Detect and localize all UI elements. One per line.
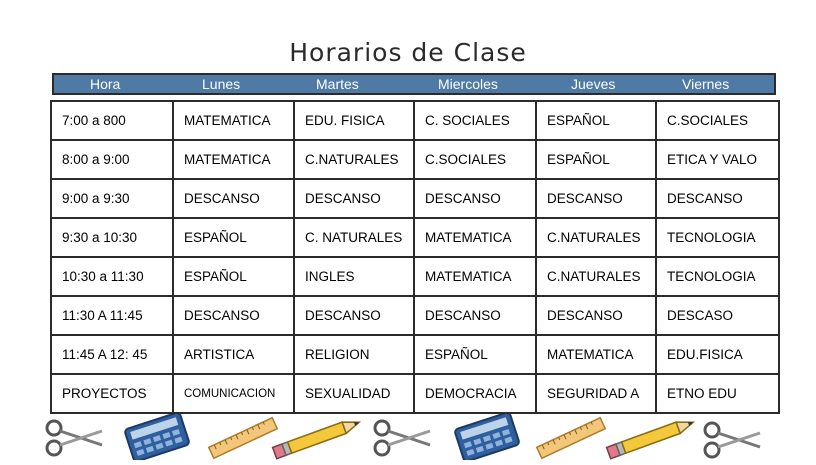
subject-cell: TECNOLOGIA xyxy=(656,257,779,296)
subject-cell: MATEMATICA xyxy=(414,257,536,296)
subject-cell: ETNO EDU xyxy=(656,374,779,413)
page-title: Horarios de Clase xyxy=(289,38,527,67)
subject-cell: MATEMATICA xyxy=(173,101,294,140)
header-miercoles: Miercoles xyxy=(438,76,498,92)
subject-cell: DESCANSO xyxy=(414,296,536,335)
subject-cell: EDU. FISICA xyxy=(294,101,414,140)
table-row xyxy=(51,257,779,296)
pencil-icon xyxy=(600,414,700,462)
subject-cell: DESCANSO xyxy=(536,179,656,218)
subject-cell: C. SOCIALES xyxy=(414,101,536,140)
schedule-header xyxy=(52,73,776,95)
subject-cell: DESCANSO xyxy=(536,296,656,335)
subject-cell: C.NATURALES xyxy=(294,140,414,179)
time-cell: 8:00 a 9:00 xyxy=(51,140,173,179)
time-cell: 11:45 A 12: 45 xyxy=(51,335,173,374)
subject-cell: ESPAÑOL xyxy=(173,257,294,296)
table-row xyxy=(51,335,779,374)
subject-cell: SEXUALIDAD xyxy=(294,374,414,413)
subject-cell: C. NATURALES xyxy=(294,218,414,257)
time-cell: 10:30 a 11:30 xyxy=(51,257,173,296)
subject-cell: DESCANSO xyxy=(294,296,414,335)
subject-cell: COMUNICACION xyxy=(173,374,294,413)
scissors-icon xyxy=(42,418,106,458)
scissors-icon xyxy=(370,418,434,458)
subject-cell: DESCANSO xyxy=(173,179,294,218)
scissors-icon xyxy=(700,420,764,460)
table-row xyxy=(51,140,779,179)
time-cell: 11:30 A 11:45 xyxy=(51,296,173,335)
subject-cell: DEMOCRACIA xyxy=(414,374,536,413)
time-cell: PROYECTOS xyxy=(51,374,173,413)
decorations xyxy=(40,412,780,465)
subject-cell: EDU.FISICA xyxy=(656,335,779,374)
subject-cell: INGLES xyxy=(294,257,414,296)
table-row xyxy=(51,296,779,335)
subject-cell: C.SOCIALES xyxy=(656,101,779,140)
header-jueves: Jueves xyxy=(571,76,616,92)
subject-cell: ESPAÑOL xyxy=(536,140,656,179)
subject-cell: ARTISTICA xyxy=(173,335,294,374)
subject-cell: DESCASO xyxy=(656,296,779,335)
subject-cell: C.SOCIALES xyxy=(414,140,536,179)
subject-cell: TECNOLOGIA xyxy=(656,218,779,257)
subject-cell: DESCANSO xyxy=(294,179,414,218)
header-lunes: Lunes xyxy=(202,76,241,92)
subject-cell: ESPAÑOL xyxy=(536,101,656,140)
subject-cell: MATEMATICA xyxy=(414,218,536,257)
header-viernes: Viernes xyxy=(682,76,730,92)
subject-cell: DESCANSO xyxy=(173,296,294,335)
header-martes: Martes xyxy=(316,76,359,92)
table-row xyxy=(51,101,779,140)
subject-cell: SEGURIDAD A xyxy=(536,374,656,413)
calculator-icon xyxy=(450,414,524,460)
calculator-icon xyxy=(120,414,194,460)
subject-cell: ESPAÑOL xyxy=(173,218,294,257)
subject-cell: ETICA Y VALO xyxy=(656,140,779,179)
time-cell: 9:00 a 9:30 xyxy=(51,179,173,218)
subject-cell: C.NATURALES xyxy=(536,257,656,296)
subject-cell: C.NATURALES xyxy=(536,218,656,257)
header-hora: Hora xyxy=(90,76,121,92)
time-cell: 9:30 a 10:30 xyxy=(51,218,173,257)
table-row xyxy=(51,179,779,218)
subject-cell: DESCANSO xyxy=(656,179,779,218)
time-cell: 7:00 a 800 xyxy=(51,101,173,140)
ruler-icon xyxy=(534,416,608,460)
schedule-table xyxy=(50,100,780,414)
subject-cell: MATEMATICA xyxy=(173,140,294,179)
subject-cell: DESCANSO xyxy=(414,179,536,218)
table-row xyxy=(51,374,779,413)
subject-cell: ESPAÑOL xyxy=(414,335,536,374)
table-row xyxy=(51,218,779,257)
subject-cell: MATEMATICA xyxy=(536,335,656,374)
pencil-icon xyxy=(266,414,366,462)
subject-cell: RELIGION xyxy=(294,335,414,374)
